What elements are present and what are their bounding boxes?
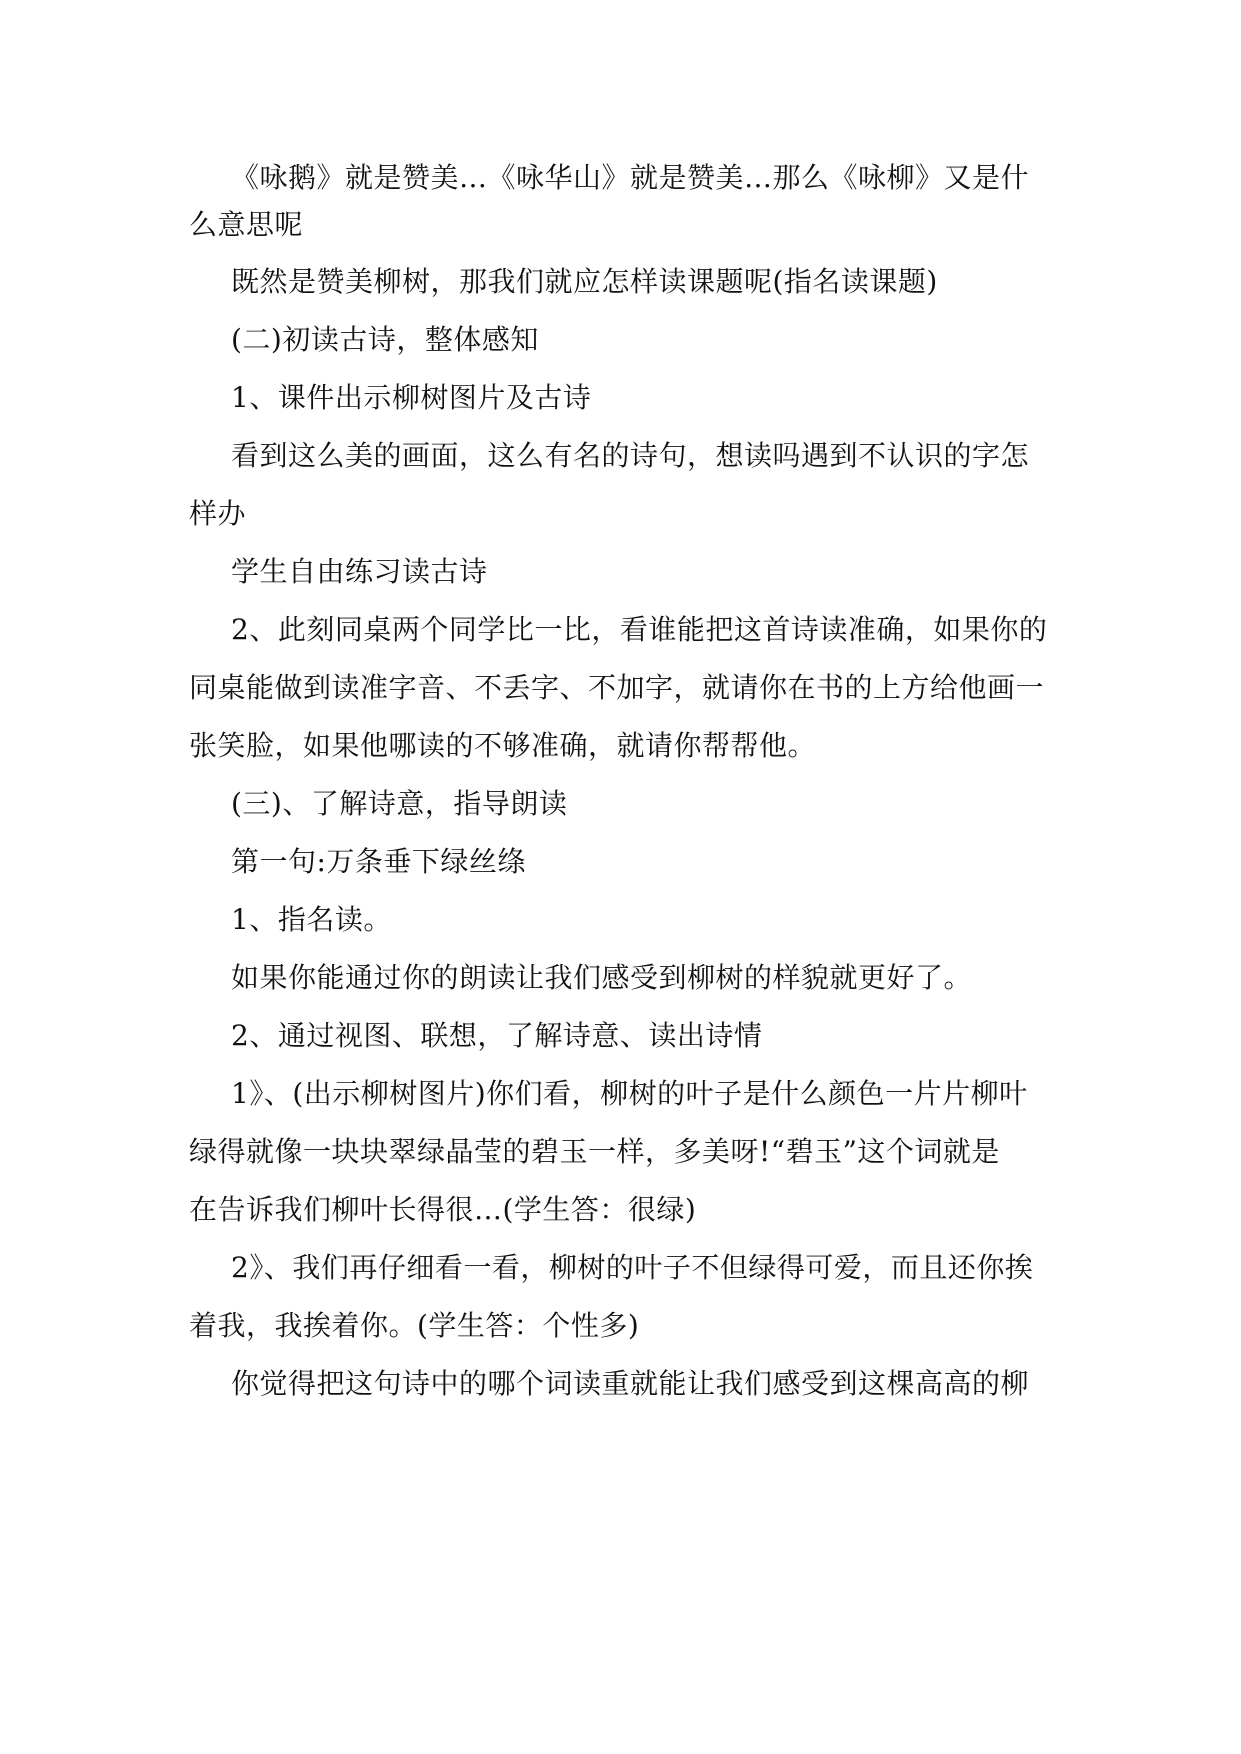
paragraph-line: 1、课件出示柳树图片及古诗 (231, 381, 592, 414)
section-heading: (二)初读古诗，整体感知 (231, 323, 539, 356)
paragraph-line: 同桌能做到读准字音、不丢字、不加字，就请你在书的上方给他画一 (189, 671, 1045, 704)
paragraph-line: 2、通过视图、联想，了解诗意、读出诗情 (231, 1019, 763, 1052)
paragraph-line: 如果你能通过你的朗读让我们感受到柳树的样貌就更好了。 (231, 961, 973, 994)
paragraph-line: 既然是赞美柳树，那我们就应怎样读课题呢(指名读课题) (231, 265, 938, 298)
paragraph-line: 绿得就像一块块翠绿晶莹的碧玉一样，多美呀!“碧玉”这个词就是 (189, 1135, 1000, 1168)
paragraph-line: 第一句:万条垂下绿丝绦 (231, 845, 526, 878)
paragraph-line: 么意思呢 (189, 208, 304, 241)
paragraph-line: 1、指名读。 (231, 903, 392, 936)
paragraph-line: 1》、(出示柳树图片)你们看，柳树的叶子是什么颜色一片片柳叶 (231, 1077, 1028, 1110)
paragraph-line: 看到这么美的画面，这么有名的诗句，想读吗遇到不认识的字怎 (231, 439, 1030, 472)
paragraph-line: 《咏鹅》就是赞美…《咏华山》就是赞美…那么《咏柳》又是什 (231, 161, 1030, 194)
paragraph-line: 张笑脸，如果他哪读的不够准确，就请你帮帮他。 (189, 729, 817, 762)
section-heading: (三)、了解诗意，指导朗读 (231, 787, 568, 820)
paragraph-line: 你觉得把这句诗中的哪个词读重就能让我们感受到这棵高高的柳 (231, 1367, 1030, 1400)
paragraph-line: 2》、我们再仔细看一看，柳树的叶子不但绿得可爱，而且还你挨 (231, 1251, 1034, 1284)
paragraph-line: 在告诉我们柳叶长得很…(学生答：很绿) (189, 1193, 697, 1226)
paragraph-line: 着我，我挨着你。(学生答：个性多) (189, 1309, 640, 1342)
paragraph-line: 2、此刻同桌两个同学比一比，看谁能把这首诗读准确，如果你的 (231, 613, 1048, 646)
paragraph-line: 学生自由练习读古诗 (231, 555, 488, 588)
paragraph-line: 样办 (189, 497, 247, 530)
